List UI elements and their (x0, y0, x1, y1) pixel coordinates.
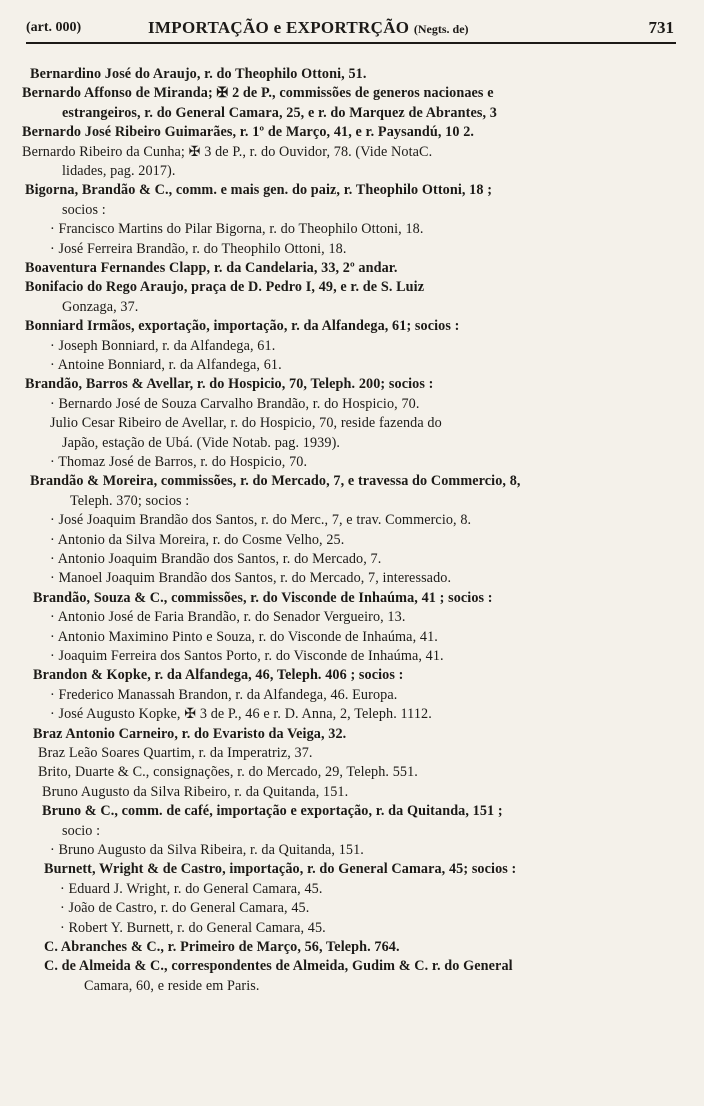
entry-line: Braz Leão Soares Quartim, r. da Imperatriz, 37. (38, 745, 313, 761)
entry-line: Bernardo Ribeiro da Cunha; ✠ 3 de P., r. do Ouvidor, 78. (Vide NotaC. (22, 143, 433, 160)
entry-line: · José Augusto Kopke, ✠ 3 de P., 46 e r. D. Anna, 2, Teleph. 1112. (50, 706, 432, 723)
entry-line: Brandão, Barros & Avellar, r. do Hospicio, 70, Teleph. 200; socios : (25, 376, 434, 393)
entry-line: · Joseph Bonniard, r. da Alfandega, 61. (50, 337, 276, 354)
page-header (26, 16, 674, 42)
entry-line: Burnett, Wright & de Castro, importação, r. do General Camara, 45; socios : (44, 861, 517, 878)
entry-line: Bonniard Irmãos, exportação, importação, r. da Alfandega, 61; socios : (25, 318, 460, 335)
running-title: IMPORTAÇÃO e EXPORTRÇÃO (Negts. de) (148, 18, 469, 37)
entry-line: · Antonio da Silva Moreira, r. do Cosme Velho, 25. (50, 531, 345, 548)
entry-line: · Robert Y. Burnett, r. do General Camara, 45. (60, 919, 326, 936)
entry-line: · Bernardo José de Souza Carvalho Brandão, r. do Hospicio, 70. (50, 395, 420, 412)
entry-line: Brandão & Moreira, commissões, r. do Mercado, 7, e travessa do Commercio, 8, (30, 473, 521, 490)
entry-line: Bernardino José do Araujo, r. do Theophilo Ottoni, 51. (30, 66, 367, 82)
entry-line: C. Abranches & C., r. Primeiro de Março, 56, Teleph. 764. (44, 939, 400, 955)
header-rule (26, 42, 676, 44)
entry-line: Brandão, Souza & C., commissões, r. do Visconde de Inhaúma, 41 ; socios : (33, 589, 493, 606)
entry-line: Camara, 60, e reside em Paris. (84, 977, 260, 994)
entry-line: Bruno & C., comm. de café, importação e exportação, r. da Quitanda, 151 ; (42, 803, 503, 820)
entry-line: socios : (62, 201, 106, 218)
entry-line: Japão, estação de Ubá. (Vide Notab. pag. 1939). (62, 434, 341, 451)
entry-line: C. de Almeida & C., correspondentes de Almeida, Gudim & C. r. do General (44, 958, 513, 975)
entry-line: · João de Castro, r. do General Camara, 45. (60, 900, 310, 917)
entry-line: · Antonio Joaquim Brandão dos Santos, r. do Mercado, 7. (50, 551, 382, 567)
entry-line: Bigorna, Brandão & C., comm. e mais gen. do paiz, r. Theophilo Ottoni, 18 ; (25, 182, 493, 199)
entry-line: · Eduard J. Wright, r. do General Camara, 45. (60, 880, 323, 897)
entry-line: · José Joaquim Brandão dos Santos, r. do Merc., 7, e trav. Commercio, 8. (50, 512, 472, 529)
entry-line: Brito, Duarte & C., consignações, r. do Mercado, 29, Teleph. 551. (38, 764, 418, 781)
entry-line: estrangeiros, r. do General Camara, 25, e r. do Marquez de Abrantes, 3 (62, 104, 497, 121)
entry-line: socio : (62, 822, 101, 839)
entry-line: Bonifacio do Rego Araujo, praça de D. Pedro I, 49, e r. de S. Luiz (25, 279, 425, 296)
running-subtitle: (Negts. de) (413, 22, 469, 36)
entry-line: · Francisco Martins do Pilar Bigorna, r. do Theophilo Ottoni, 18. (50, 221, 424, 238)
entry-line: Bernardo José Ribeiro Guimarães, r. 1º de Março, 41, e r. Paysandú, 10 2. (22, 124, 475, 141)
page-number: 731 (648, 18, 674, 37)
entry-line: · Manoel Joaquim Brandão dos Santos, r. do Mercado, 7, interessado. (50, 570, 452, 587)
article-label: (art. 000) (26, 20, 82, 35)
entry-line: · Frederico Manassah Brandon, r. da Alfandega, 46. Europa. (50, 686, 398, 703)
entry-line: · Thomaz José de Barros, r. do Hospicio, 70. (50, 454, 308, 470)
entry-line: · José Ferreira Brandão, r. do Theophilo Ottoni, 18. (50, 240, 347, 257)
entry-line: Julio Cesar Ribeiro de Avellar, r. do Hospicio, 70, reside fazenda do (50, 415, 442, 432)
entry-line: · Antoine Bonniard, r. da Alfandega, 61. (50, 357, 282, 373)
entry-line: Bernardo Affonso de Miranda; ✠ 2 de P., commissões de generos nacionaes e (22, 85, 494, 102)
entry-line: · Antonio José de Faria Brandão, r. do Senador Vergueiro, 13. (50, 609, 406, 626)
entry-line: Brandon & Kopke, r. da Alfandega, 46, Teleph. 406 ; socios : (33, 667, 404, 684)
entry-line: lidades, pag. 2017). (62, 163, 176, 179)
entry-line: Gonzaga, 37. (62, 298, 139, 315)
entry-line: Braz Antonio Carneiro, r. do Evaristo da Veiga, 32. (33, 725, 347, 742)
entry-line: · Bruno Augusto da Silva Ribeira, r. da Quitanda, 151. (50, 842, 364, 858)
entry-line: Boaventura Fernandes Clapp, r. da Candelaria, 33, 2º andar. (25, 260, 398, 276)
entry-line: Bruno Augusto da Silva Ribeiro, r. da Quitanda, 151. (42, 783, 349, 800)
entry-line: · Antonio Maximino Pinto e Souza, r. do Visconde de Inhaúma, 41. (50, 628, 438, 645)
entry-line: · Joaquim Ferreira dos Santos Porto, r. do Visconde de Inhaúma, 41. (50, 648, 444, 664)
entry-line: Teleph. 370; socios : (70, 492, 190, 509)
